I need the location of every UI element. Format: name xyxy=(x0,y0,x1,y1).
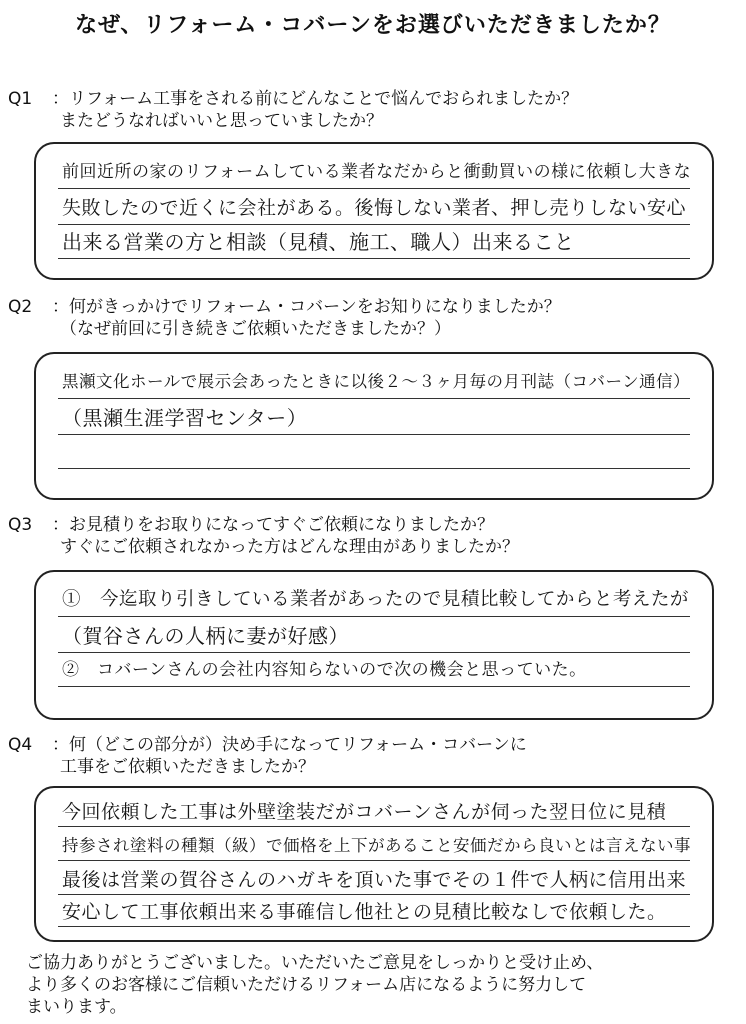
answer-rule xyxy=(58,468,690,469)
answer-rule xyxy=(58,826,690,827)
question-2 xyxy=(8,296,561,340)
answer-line: 今回依頼した工事は外壁塗装だがコバーンさんが伺った翌日位に見積 xyxy=(62,801,667,823)
answer-line: 黒瀬文化ホールで展示会あったときに以後２～３ヶ月毎の月刊誌（コバーン通信） xyxy=(62,372,691,391)
answer-line: （賀谷さんの人柄に妻が好感） xyxy=(62,624,349,648)
question-number: Q2 xyxy=(8,297,33,317)
question-3 xyxy=(8,514,519,558)
answer-rule xyxy=(58,686,690,687)
answer-rule xyxy=(58,860,690,861)
answer-box-3 xyxy=(34,570,714,720)
answer-line: 最後は営業の賀谷さんのハガキを頂いた事でその１件で人柄に信用出来 xyxy=(62,869,687,891)
question-number: Q1 xyxy=(8,89,33,109)
answer-box-2 xyxy=(34,352,714,500)
question-text-line2: すぐにご依頼されなかった方はどんな理由がありましたか？ xyxy=(60,537,519,557)
answer-rule xyxy=(58,616,690,617)
question-text-line1: ：お見積りをお取りになってすぐご依頼になりましたか？ xyxy=(52,515,494,535)
closing-line: より多くのお客様にご信頼いただけるリフォーム店になるように努力して xyxy=(26,975,587,995)
answer-line: 安心して工事依頼出来る事確信し他社との見積比較なしで依頼した。 xyxy=(62,901,667,923)
question-number: Q3 xyxy=(8,515,33,535)
answer-line: 持参され塗料の種類（級）で価格を上下があること安価だから良いとは言えない事 xyxy=(62,836,691,855)
answer-rule xyxy=(58,926,690,927)
question-text-line2: （なぜ前回に引き続きご依頼いただきましたか？） xyxy=(60,319,451,339)
answer-rule xyxy=(58,258,690,259)
answer-line: （黒瀬生涯学習センター） xyxy=(62,406,308,430)
answer-line: 前回近所の家のリフォームしている業者なだからと衝動買いの様に依頼し大きな xyxy=(62,162,692,182)
answer-rule xyxy=(58,652,690,653)
closing-line: まいります。 xyxy=(26,997,127,1017)
answer-rule xyxy=(58,398,690,399)
answer-line: 失敗したので近くに会社がある。後悔しない業者、押し売りしない安心 xyxy=(62,197,687,219)
answer-box-4 xyxy=(34,786,714,942)
answer-line: ① 今迄取り引きしている業者があったので見積比較してからと考えたが xyxy=(62,589,689,610)
closing-message xyxy=(26,952,603,1018)
answer-rule xyxy=(58,434,690,435)
answer-line: 出来る営業の方と相談（見積、施工、職人）出来ること xyxy=(62,230,575,254)
question-text-line1: ：リフォーム工事をされる前にどんなことで悩んでおられましたか？ xyxy=(52,89,579,109)
answer-rule xyxy=(58,224,690,225)
question-text-line2: 工事をご依頼いただきましたか？ xyxy=(60,757,315,777)
question-text-line1: ：何がきっかけでリフォーム・コバーンをお知りになりましたか？ xyxy=(52,297,561,317)
question-number: Q4 xyxy=(8,735,33,755)
question-text-line2: またどうなればいいと思っていましたか？ xyxy=(60,111,383,131)
answer-rule xyxy=(58,894,690,895)
survey-title: なぜ、リフォーム・コバーンをお選びいただきましたか？ xyxy=(75,13,671,38)
answer-rule xyxy=(58,188,690,189)
question-text-line1: ：何（どこの部分が）決め手になってリフォーム・コバーンに xyxy=(52,735,527,755)
answer-line: ② コバーンさんの会社内容知らないので次の機会と思っていた。 xyxy=(62,660,587,680)
question-4 xyxy=(8,734,527,778)
answer-box-1 xyxy=(34,142,714,280)
closing-line: ご協力ありがとうございました。いただいたご意見をしっかりと受け止め、 xyxy=(26,953,604,973)
question-1 xyxy=(8,88,578,132)
